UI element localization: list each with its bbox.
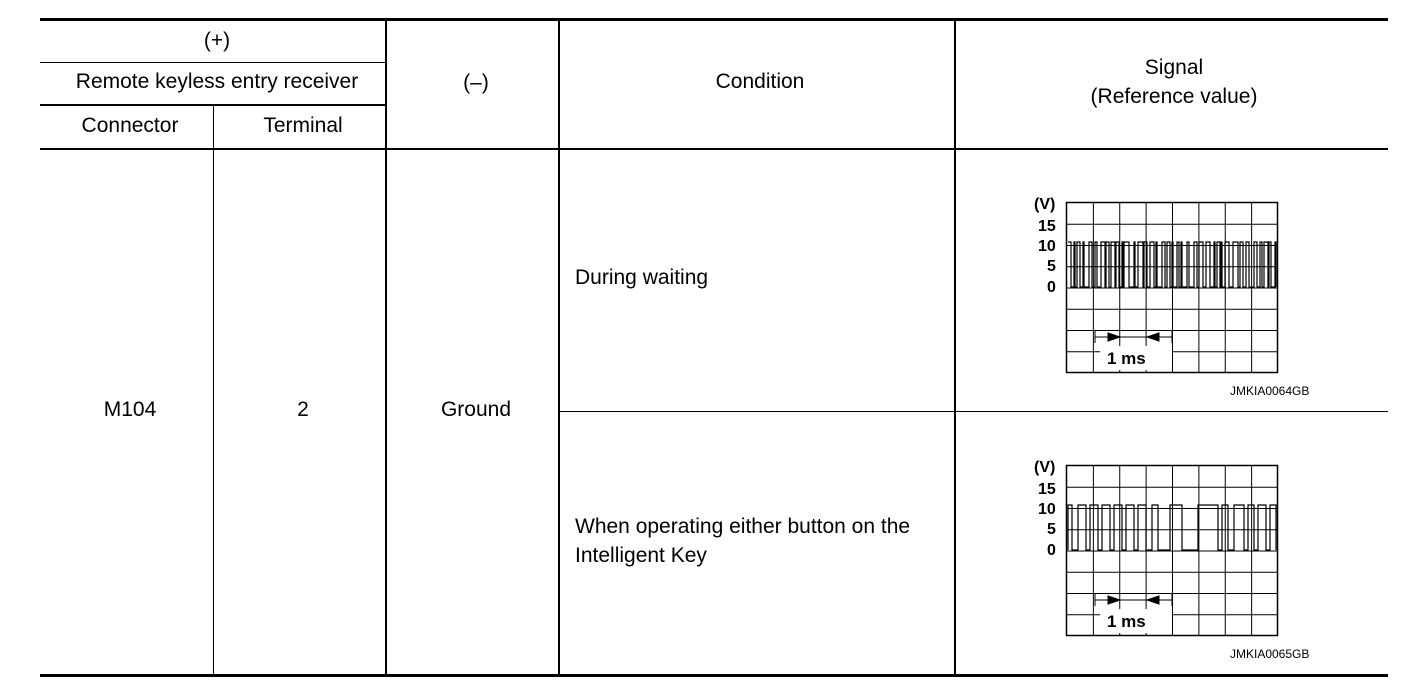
header-signal: Signal	[1144, 56, 1204, 79]
scope-unit-label: (V)	[1034, 459, 1056, 476]
signal-waveform-button	[1020, 453, 1340, 653]
header-signal-reference: (Reference value)	[1090, 85, 1258, 108]
scope-ytick-10: 10	[1038, 238, 1056, 255]
header-plus-divider	[40, 62, 386, 63]
terminal-value: 2	[297, 398, 309, 421]
header-connector: Connector	[81, 114, 179, 137]
header-terminal: Terminal	[263, 114, 343, 137]
scope-ytick-0: 0	[1047, 279, 1056, 296]
minus-value: Ground	[440, 398, 512, 421]
header-condition: Condition	[715, 70, 805, 93]
table-top-rule	[40, 18, 1388, 21]
condition-row-divider	[559, 411, 1388, 412]
figure-id-waiting: JMKIA0064GB	[1230, 384, 1310, 398]
scope-time-label: 1 ms	[1107, 349, 1146, 368]
scope-ytick-5: 5	[1047, 258, 1056, 275]
oscilloscope-grid	[1067, 203, 1279, 374]
condition-button-line2: Intelligent Key	[575, 544, 707, 567]
col-divider-connector-terminal	[213, 106, 214, 676]
condition-waiting: During waiting	[575, 266, 709, 289]
header-plus: (+)	[203, 29, 231, 52]
col-divider-plus-minus	[385, 20, 387, 676]
condition-button-line1: When operating either button on the	[575, 515, 911, 538]
header-bottom-rule	[40, 148, 1388, 150]
connector-value: M104	[103, 398, 157, 421]
waveform-trace	[1068, 242, 1276, 287]
scope-ytick-15: 15	[1038, 481, 1056, 498]
oscilloscope-grid	[1067, 466, 1279, 637]
table-bottom-rule	[40, 674, 1388, 677]
header-minus: (–)	[463, 71, 489, 94]
signal-waveform-waiting	[1020, 190, 1340, 410]
scope-time-label: 1 ms	[1107, 612, 1146, 631]
scope-ytick-10: 10	[1038, 501, 1056, 518]
figure-id-button: JMKIA0065GB	[1230, 647, 1310, 661]
header-component: Remote keyless entry receiver	[75, 70, 359, 93]
scope-unit-label: (V)	[1034, 196, 1056, 213]
col-divider-condition-signal	[954, 20, 956, 676]
scope-ytick-5: 5	[1047, 521, 1056, 538]
scope-ytick-0: 0	[1047, 542, 1056, 559]
scope-ytick-15: 15	[1038, 218, 1056, 235]
col-divider-minus-condition	[558, 20, 560, 676]
